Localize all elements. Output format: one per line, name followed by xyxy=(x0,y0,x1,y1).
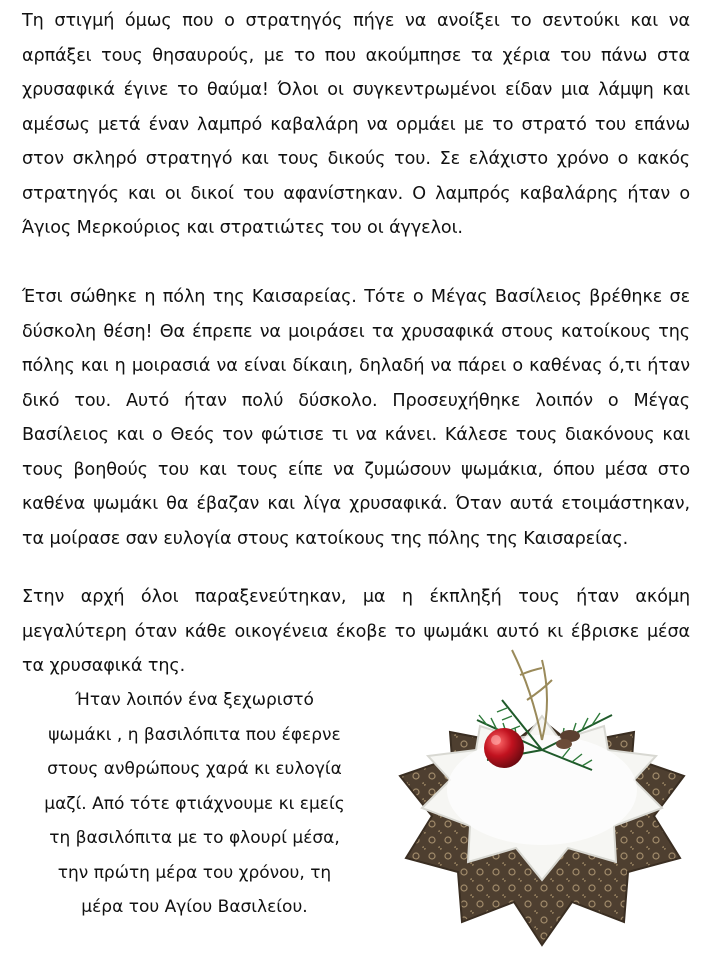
closing-line: την πρώτη μέρα του χρόνου, τη xyxy=(57,862,332,883)
paragraph-2: Έτσι σώθηκε η πόλη της Καισαρείας. Τότε ο Μέγας Βασίλειος βρέθηκε σε δύσκολη θέση! Θα έπρεπε να μοιράσει τα χρυσαφικά στους κατοίκους της πόλης και η μοιρασιά να είναι δίκαιη, δηλαδή να πάρει ο καθένας ό,τι ήταν δικό του. Αυτό ήταν πολύ δύσκολο. Προσευχήθηκε λοιπόν ο Μέγας Βασίλειος και ο Θεός τον φώτισε τι να κάνει. Κάλεσε τους διακόνους και τους βοηθούς του και τους είπε να ζυμώσουν ψωμάκια, όπου μέσα στο καθένα ψωμάκι θα έβαζαν και λίγα χρυσαφικά. Όταν αυτά ετοιμάστηκαν, τα μοίρασε σαν ευλογία στους κατοίκους της πόλης της Καισαρείας. xyxy=(22,287,690,549)
paragraph-3: Στην αρχή όλοι παραξενεύτηκαν, μα η έκπληξή τους ήταν ακόμη μεγαλύτερη όταν κάθε οικογένεια έκοβε το ψωμάκι αυτό κι έβρισκε μέσα τα χρυσαφικά της. xyxy=(22,587,690,676)
vasilopita-star-cake-illustration xyxy=(392,640,692,955)
closing-line: ψωμάκι , η βασιλόπιτα που έφερνε xyxy=(48,724,341,745)
closing-line: τη βασιλόπιτα με το φλουρί μέσα, xyxy=(49,828,340,848)
closing-line: Ήταν λοιπόν ένα ξεχωριστό xyxy=(75,690,314,710)
paragraph-1: Τη στιγμή όμως που ο στρατηγός πήγε να ανοίξει το σεντούκι και να αρπάξει τους θησαυρούς, με το που ακούμπησε τα χέρια του πάνω στα χρυσαφικά έγινε το θαύμα! Όλοι οι συγκεντρωμένοι είδαν μια λάμψη και αμέσως μετά έναν λαμπρό καβαλάρη να ορμάει με το στρατό του επάνω στον σκληρό στρατηγό και τους δικούς του. Σε ελάχιστο χρόνο ο κακός στρατηγός και οι δικοί του αφανίστηκαν. Ο λαμπρός καβαλάρης ήταν ο Άγιος Μερκούριος και στρατιώτες του οι άγγελοι. xyxy=(22,11,690,238)
closing-line: μαζί. Από τότε φτιάχνουμε κι εμείς xyxy=(44,793,345,814)
red-apple-decoration xyxy=(484,728,524,768)
closing-line: μέρα του Αγίου Βασιλείου. xyxy=(81,897,308,917)
closing-paragraph xyxy=(22,683,367,925)
closing-line: στους ανθρώπους χαρά κι ευλογία xyxy=(47,759,342,779)
